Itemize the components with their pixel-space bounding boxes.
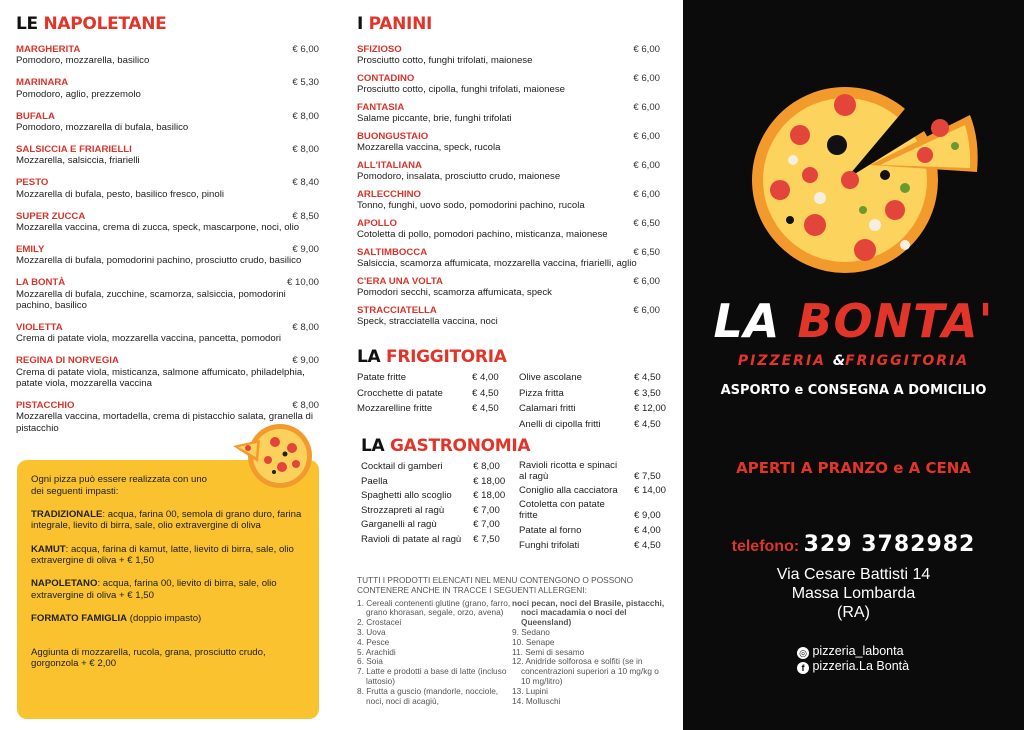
menu-item — [16, 111, 319, 134]
item-description: Crema di patate viola, misticanza, salmone affumicato, philadelphia, patate viola, mozzarella vaccina — [16, 366, 305, 390]
item-description: Mozzarella di bufala, zucchine, scamorza, salsiccia, pomodorini pachino, basilico — [16, 288, 286, 311]
pizza-slice-illustration — [230, 422, 318, 492]
section-title: LA FRIGGITORIA — [357, 347, 507, 367]
item-description: Cotoletta di pollo, pomodori pachino, misticanza, maionese — [357, 229, 608, 241]
item-price: € 8,00 — [292, 143, 319, 155]
item-name: C'ERA UNA VOLTA — [357, 276, 443, 287]
facebook-icon: f — [797, 662, 809, 674]
menu-item — [357, 305, 660, 328]
item-price: € 6,50 — [633, 218, 660, 229]
menu-row — [361, 475, 519, 490]
dough-intro: Ogni pizza può essere realizzata con uno dei seguenti impasti: — [31, 474, 207, 497]
allergen-item: 9. Sedano — [512, 626, 550, 637]
toppings-extra: Aggiunta di mozzarella, rucola, grana, prosciutto crudo, gorgonzola + € 2,00 — [31, 646, 266, 670]
menu-row — [519, 401, 681, 417]
item-name: FANTASIA — [357, 102, 405, 113]
menu-item — [357, 44, 660, 67]
friggitoria-section — [357, 347, 677, 432]
item-price: € 14,00 — [634, 485, 667, 496]
dough-info-box — [17, 460, 319, 719]
item-price: € 6,50 — [633, 247, 660, 258]
item-name: Funghi trifolati — [519, 539, 580, 551]
allergen-item: 11. Semi di sesamo — [512, 646, 585, 657]
item-description: Prosciutto cotto, cipolla, funghi trifolati, maionese — [357, 84, 565, 96]
item-price: € 6,00 — [633, 305, 660, 316]
item-price: € 5,30 — [292, 77, 319, 89]
gastronomia-section — [361, 436, 681, 553]
address: Via Cesare Battisti 14 Massa Lombarda (RA) — [776, 566, 931, 621]
item-name: Mozzarelline fritte — [357, 403, 433, 415]
instagram-icon: ◎ — [797, 647, 809, 659]
item-name: EMILY — [16, 243, 45, 255]
menu-row — [361, 460, 519, 475]
item-name: Crocchette di patate — [357, 387, 443, 399]
phone-line[interactable]: telefono: 329 3782982 — [731, 532, 976, 557]
menu-item — [16, 44, 319, 67]
item-name: Spaghetti allo scoglio — [361, 490, 452, 502]
item-description: Mozzarella vaccina, speck, rucola — [357, 142, 501, 154]
item-name: Cotoletta con patate fritte — [519, 499, 605, 521]
item-description: Mozzarella di bufala, pomodorini pachino, prosciutto crudo, basilico — [16, 255, 302, 267]
item-description: Mozzarella, salsiccia, friarielli — [16, 155, 140, 167]
menu-item — [16, 355, 319, 389]
menu-row — [519, 460, 681, 482]
item-name: Ravioli ricotta e spinaci al ragù — [519, 460, 618, 482]
menu-row — [357, 401, 519, 417]
item-name: REGINA DI NORVEGIA — [16, 355, 119, 367]
menu-item — [357, 131, 660, 154]
item-price: € 9,00 — [292, 243, 319, 255]
col-left — [361, 460, 519, 553]
panini-section — [357, 14, 660, 334]
brand-panel — [683, 0, 1024, 730]
item-description: Prosciutto cotto, funghi trifolati, maionese — [357, 55, 533, 67]
item-price: € 7,50 — [634, 471, 661, 482]
menu-row — [519, 499, 681, 521]
menu-item — [16, 177, 319, 200]
item-description: Salsiccia, scamorza affumicata, mozzarella vaccina, friarielli, aglio — [357, 258, 637, 270]
menu-row — [361, 533, 519, 548]
menu-row — [519, 539, 681, 554]
item-price: € 9,00 — [634, 510, 661, 521]
item-description: Salame piccante, brie, funghi trifolati — [357, 113, 512, 125]
item-description: Speck, stracciatella vaccina, noci — [357, 316, 498, 328]
menu-row — [519, 524, 681, 539]
item-name: Patate fritte — [357, 372, 407, 383]
menu-item — [357, 276, 660, 299]
dough-option: TRADIZIONALE: acqua, farina 00, semola di grano duro, farina integrale, lievito di birra, sale, olio extravergine di oliva — [31, 508, 302, 532]
item-description: Pomodori secchi, scamorza affumicata, speck — [357, 287, 552, 299]
menu-item — [357, 247, 660, 270]
item-price: € 4,50 — [472, 403, 499, 415]
item-price: € 6,00 — [633, 160, 660, 171]
item-price: € 8,00 — [292, 321, 319, 333]
item-name: ALL'ITALIANA — [357, 160, 422, 171]
allergen-item: 7. Latte e prodotti a base di latte (incluso lattosio) — [357, 666, 507, 686]
item-price: € 9,00 — [292, 355, 319, 367]
item-name: STRACCIATELLA — [357, 305, 437, 316]
menu-item — [16, 277, 319, 311]
menu-row — [357, 370, 519, 386]
col-left — [357, 370, 519, 432]
menu-item — [357, 218, 660, 241]
menu-row — [519, 485, 681, 496]
col-right — [519, 460, 681, 553]
item-name: Pizza fritta — [519, 387, 564, 399]
item-price: € 8,00 — [292, 399, 319, 411]
allergen-item: 5. Arachidi — [357, 646, 396, 657]
item-price: € 7,00 — [473, 504, 500, 516]
social-links — [797, 644, 909, 674]
item-name: Paella — [361, 475, 388, 487]
dough-option: NAPOLETANO: acqua, farina 00, lievito di birra, sale, olio extravergine di oliva + € 1,50 — [31, 578, 277, 601]
menu-list — [357, 44, 660, 328]
item-price: € 18,00 — [473, 475, 506, 487]
menu-row — [519, 370, 681, 386]
menu-item — [16, 211, 319, 234]
brand-title: LA BONTA' — [713, 294, 994, 348]
allergen-item: 13. Lupini — [512, 685, 548, 696]
item-name: SALTIMBOCCA — [357, 247, 428, 258]
item-price: € 18,00 — [473, 490, 506, 502]
menu-item — [357, 73, 660, 96]
item-price: € 4,50 — [634, 418, 661, 430]
dough-option: KAMUT: acqua, farina di kamut, latte, lievito di birra, sale, olio extravergine di oliva + € 1,50 — [31, 543, 294, 567]
item-description: Pomodoro, insalata, prosciutto crudo, maionese — [357, 171, 561, 183]
menu-row — [519, 417, 681, 433]
item-price: € 6,00 — [292, 44, 319, 55]
menu-item — [357, 102, 660, 125]
item-price: € 4,50 — [634, 372, 661, 383]
item-description: Pomodoro, mozzarella di bufala, basilico — [16, 122, 189, 134]
item-price: € 6,00 — [633, 189, 660, 200]
item-price: € 6,00 — [633, 131, 660, 142]
dough-option: FORMATO FAMIGLIA (doppio impasto) — [31, 613, 202, 625]
section-title: LA GASTRONOMIA — [361, 436, 531, 456]
item-description: Pomodoro, mozzarella, basilico — [16, 55, 150, 67]
menu-list — [16, 44, 319, 434]
menu-row — [361, 504, 519, 519]
menu-row — [519, 386, 681, 402]
item-name: Calamari fritti — [519, 403, 576, 415]
item-name: MARGHERITA — [16, 44, 81, 55]
section-title: I PANINI — [357, 14, 433, 34]
item-name: BUFALA — [16, 110, 55, 122]
item-price: € 12,00 — [634, 403, 667, 415]
item-description: Mozzarella di bufala, pesto, basilico fresco, pinoli — [16, 188, 224, 200]
item-name: Anelli di cipolla fritti — [519, 418, 601, 430]
item-name: LA BONTÀ — [16, 277, 66, 289]
menu-row — [357, 386, 519, 402]
item-price: € 7,50 — [473, 533, 500, 545]
item-name: PISTACCHIO — [16, 399, 75, 411]
allergen-item: noci pecan, noci del Brasile, pistacchi, noci macadamia o noci del Queensland) — [512, 597, 665, 628]
item-name: Strozzapreti al ragù — [361, 504, 445, 516]
allergens-heading: TUTTI I PRODOTTI ELENCATI NEL MENU CONTENGONO O POSSONO CONTENERE ANCHE IN TRACCE I SEGUENTI ALLERGENI: — [357, 575, 634, 595]
gastronomia-table — [361, 460, 681, 553]
item-price: € 6,00 — [633, 102, 660, 113]
section-title: LE NAPOLETANE — [16, 14, 167, 34]
item-description: Tonno, funghi, uovo sodo, pomodorini pachino, rucola — [357, 200, 585, 212]
menu-item — [16, 77, 319, 100]
item-price: € 6,00 — [633, 44, 660, 55]
item-price: € 4,00 — [634, 525, 661, 536]
allergen-item: 6. Soia — [357, 656, 383, 667]
col-right — [519, 370, 681, 432]
item-name: Olive ascolane — [519, 372, 582, 383]
menu-row — [361, 489, 519, 504]
item-price: € 8,00 — [473, 461, 500, 472]
instagram-link[interactable]: ◎ pizzeria_labonta — [797, 644, 909, 659]
item-price: € 4,50 — [634, 539, 661, 551]
item-name: ARLECCHINO — [357, 189, 421, 200]
item-name: VIOLETTA — [16, 321, 63, 333]
napoletane-section — [16, 14, 319, 445]
menu-item — [357, 189, 660, 212]
item-price: € 3,50 — [634, 387, 661, 399]
allergen-item: 14. Molluschi — [512, 695, 561, 706]
item-name: SUPER ZUCCA — [16, 210, 86, 222]
item-name: Garganelli al ragù — [361, 519, 437, 531]
item-name: SALSICCIA E FRIARIELLI — [16, 143, 132, 155]
menu-item — [357, 160, 660, 183]
service-text: ASPORTO e CONSEGNA A DOMICILIO — [720, 383, 987, 398]
allergen-item: 3. Uova — [357, 626, 386, 637]
item-name: Patate al forno — [519, 525, 582, 536]
allergen-item: 1. Cereali contenenti glutine (grano, farro, grano khorasan, segale, orzo, avena) — [357, 597, 511, 618]
item-price: € 8,40 — [292, 177, 319, 189]
allergen-item: 10. Senape — [512, 636, 555, 647]
allergen-item: 12. Anidride solforosa e solfiti (se in concentrazioni superiori a 10 mg/kg o 10 mg/litro) — [512, 656, 659, 686]
menu-item — [16, 144, 319, 167]
item-description: Pomodoro, aglio, prezzemolo — [16, 88, 141, 100]
allergen-item: 8. Frutta a guscio (mandorle, nocciole, noci, noci di acagiù, — [357, 685, 499, 706]
menu-item — [16, 322, 319, 345]
phone-number[interactable]: 329 3782982 — [803, 532, 976, 557]
brand-subtitle: PIZZERIA &FRIGGITORIA — [737, 353, 970, 369]
item-name: BUONGUSTAIO — [357, 131, 429, 142]
item-name: SFIZIOSO — [357, 44, 402, 55]
allergen-item: 4. Pesce — [357, 636, 390, 647]
item-name: APOLLO — [357, 218, 397, 229]
opening-hours: APERTI A PRANZO e A CENA — [736, 459, 971, 477]
item-name: Cocktail di gamberi — [361, 461, 443, 472]
item-price: € 4,50 — [472, 387, 499, 399]
item-name: Ravioli di patate al ragù — [361, 533, 462, 545]
item-price: € 6,00 — [633, 276, 660, 287]
item-price: € 10,00 — [286, 277, 319, 289]
item-price: € 6,00 — [633, 73, 660, 84]
item-description: Crema di patate viola, mozzarella vaccina, pancetta, pomodori — [16, 333, 282, 345]
menu-row — [361, 518, 519, 533]
item-price: € 8,00 — [292, 110, 319, 122]
item-description: Mozzarella vaccina, crema di zucca, speck, mascarpone, noci, olio — [16, 221, 300, 233]
item-name: PESTO — [16, 177, 49, 189]
allergens-section — [357, 576, 667, 706]
item-description: Mozzarella vaccina, mortadella, crema di pistacchio salata, granella di pistacchio — [16, 411, 314, 434]
friggitoria-table — [357, 370, 677, 432]
item-name: MARINARA — [16, 77, 69, 89]
allergen-item: 2. Crostacei — [357, 617, 402, 628]
item-price: € 7,00 — [473, 519, 500, 531]
menu-item — [16, 244, 319, 267]
facebook-link[interactable]: f pizzeria.La Bontà — [797, 659, 909, 674]
pizza-logo-illustration — [745, 80, 1005, 285]
item-price: € 4,00 — [472, 372, 499, 383]
item-price: € 8,50 — [292, 210, 319, 222]
item-name: Coniglio alla cacciatora — [519, 485, 618, 496]
item-name: CONTADINO — [357, 73, 415, 84]
